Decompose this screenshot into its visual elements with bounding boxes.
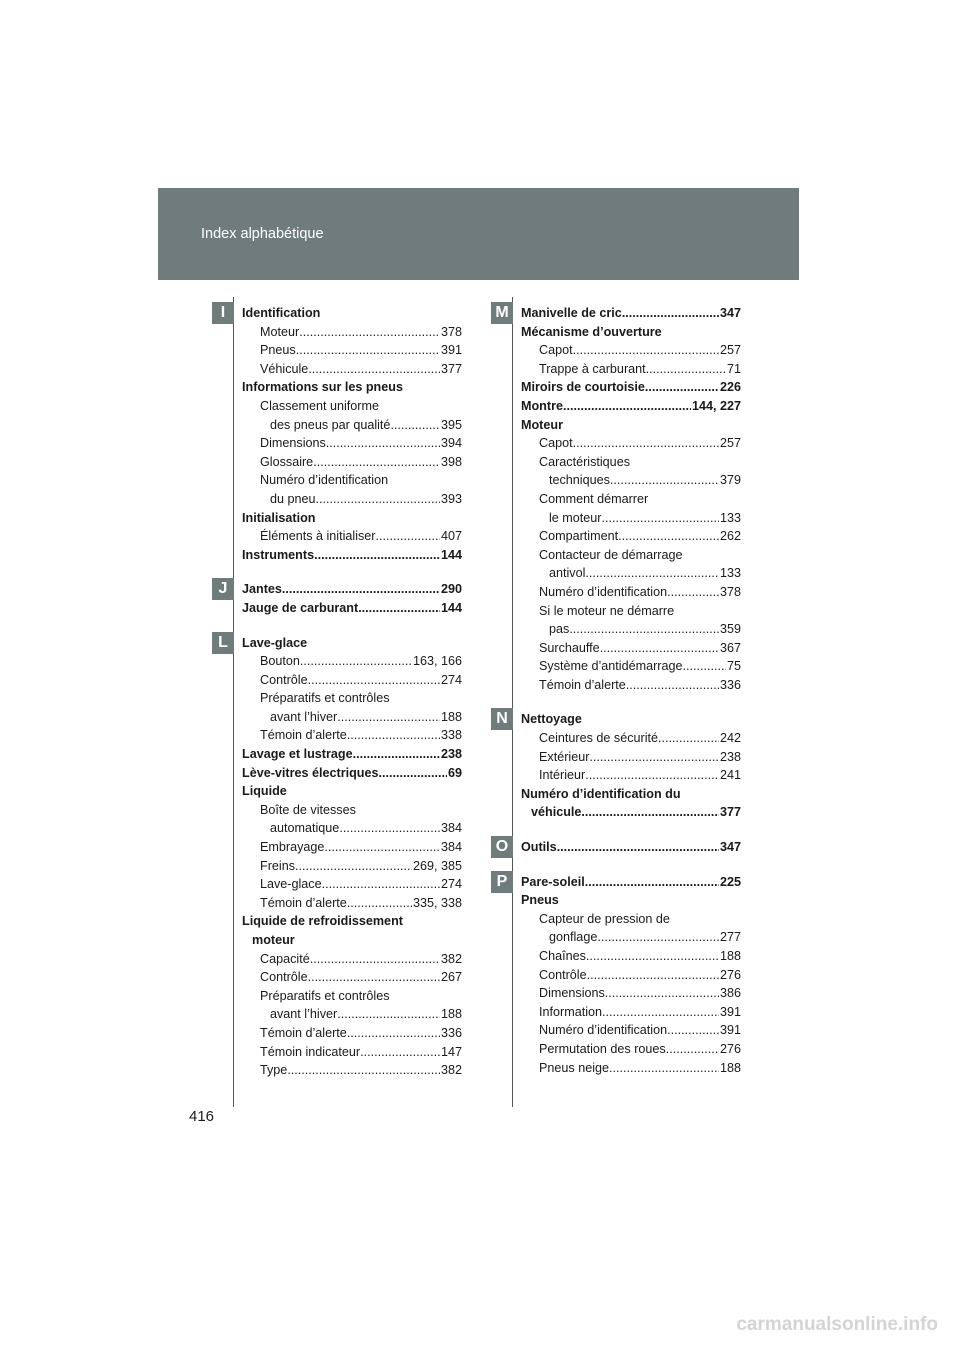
dot-leader bbox=[573, 341, 719, 360]
entry-text: Montre bbox=[521, 398, 563, 413]
entry-page: 359 bbox=[719, 622, 741, 637]
entry-page: 267 bbox=[440, 970, 462, 985]
entry-text: Témoin d’alerte bbox=[260, 728, 347, 743]
entry-text: Capot bbox=[539, 343, 573, 358]
index-entry bbox=[242, 599, 462, 618]
entry-page: 382 bbox=[440, 1063, 462, 1078]
entry-page: 336 bbox=[440, 1025, 462, 1040]
dot-leader bbox=[316, 490, 440, 509]
index-entry bbox=[242, 360, 462, 379]
entry-text: Jantes bbox=[242, 582, 282, 597]
dot-leader bbox=[569, 620, 719, 639]
dot-leader bbox=[557, 838, 719, 857]
entry-page: 242 bbox=[719, 731, 741, 746]
entry-text: des pneus par qualité bbox=[270, 417, 391, 432]
entry-page: 188 bbox=[719, 1060, 741, 1075]
dot-leader bbox=[610, 471, 719, 490]
dot-leader bbox=[326, 434, 440, 453]
entry-text: Ceintures de sécurité bbox=[539, 731, 659, 746]
index-entry bbox=[521, 304, 741, 323]
index-entry bbox=[242, 857, 462, 876]
entry-page: 269, 385 bbox=[412, 858, 462, 873]
index-entry bbox=[242, 434, 462, 453]
index-entry bbox=[521, 873, 741, 892]
dot-leader bbox=[622, 304, 719, 323]
section-letter-j: J bbox=[212, 578, 234, 600]
dot-leader bbox=[358, 599, 440, 618]
entry-text: Capacité bbox=[260, 951, 310, 966]
entry-text: Pneus neige bbox=[539, 1060, 610, 1075]
entry-page: 379 bbox=[719, 473, 741, 488]
entry-page: 75 bbox=[726, 659, 741, 674]
index-entry bbox=[521, 341, 741, 360]
dot-leader bbox=[347, 726, 440, 745]
entry-page: 238 bbox=[440, 747, 462, 762]
dot-leader bbox=[314, 546, 440, 565]
index-entry bbox=[242, 726, 462, 745]
index-entry bbox=[521, 360, 741, 379]
entry-text: Instruments bbox=[242, 547, 315, 562]
index-entry bbox=[521, 657, 741, 676]
dot-leader bbox=[585, 564, 719, 583]
entry-text: Type bbox=[260, 1063, 288, 1078]
entry-text: antivol bbox=[549, 566, 586, 581]
entry-page: 257 bbox=[719, 343, 741, 358]
entry-page: 347 bbox=[719, 306, 741, 320]
section-gap bbox=[521, 694, 741, 710]
dot-leader bbox=[600, 639, 719, 658]
entry-page: 391 bbox=[440, 343, 462, 358]
dot-leader bbox=[310, 950, 440, 969]
entry-page: 277 bbox=[719, 930, 741, 945]
index-entry bbox=[242, 1005, 462, 1024]
index-entry bbox=[521, 509, 741, 528]
index-entry bbox=[242, 341, 462, 360]
index-entry bbox=[242, 652, 462, 671]
index-entry bbox=[521, 583, 741, 602]
entry-text: Témoin d’alerte bbox=[539, 677, 626, 692]
entry-page: 225 bbox=[719, 874, 741, 889]
entry-text: Témoin d’alerte bbox=[260, 895, 347, 910]
section-gap bbox=[242, 618, 462, 634]
index-entry bbox=[521, 928, 741, 947]
index-entry bbox=[521, 639, 741, 658]
dot-leader bbox=[322, 875, 440, 894]
dot-leader bbox=[296, 341, 440, 360]
index-entry: Préparatifs et contrôles bbox=[260, 691, 390, 706]
index-entry bbox=[242, 745, 462, 764]
entry-text: Surchauffe bbox=[539, 640, 600, 655]
index-entry bbox=[242, 968, 462, 987]
index-entry bbox=[242, 838, 462, 857]
entry-text: Témoin d’alerte bbox=[260, 1025, 347, 1040]
entry-page: 241 bbox=[719, 768, 741, 783]
entry-page: 257 bbox=[719, 436, 741, 451]
dot-leader bbox=[618, 527, 719, 546]
dot-leader bbox=[295, 857, 412, 876]
entry-page: 238 bbox=[719, 749, 741, 764]
header-title: Index alphabétique bbox=[201, 226, 324, 242]
dot-leader bbox=[563, 397, 691, 416]
entry-text: Trappe à carburant bbox=[539, 361, 646, 376]
entry-page: 391 bbox=[719, 1004, 741, 1019]
entry-text: avant l’hiver bbox=[270, 709, 338, 724]
index-entry: moteur bbox=[252, 933, 295, 947]
index-entry bbox=[521, 620, 741, 639]
entry-text: Numéro d’identification bbox=[539, 1023, 668, 1038]
dot-leader bbox=[360, 1043, 440, 1062]
entry-text: Moteur bbox=[260, 324, 300, 339]
section-gap bbox=[521, 857, 741, 873]
entry-page: 188 bbox=[719, 949, 741, 963]
index-entry: Contacteur de démarrage bbox=[539, 547, 683, 562]
entry-text: Contrôle bbox=[539, 967, 587, 982]
entry-text: Pare-soleil bbox=[521, 874, 585, 889]
dot-leader bbox=[282, 580, 440, 599]
index-entry bbox=[242, 819, 462, 838]
entry-text: Freins bbox=[260, 858, 295, 873]
entry-page: 274 bbox=[440, 672, 462, 687]
index-entry bbox=[521, 766, 741, 785]
index-entry: Si le moteur ne démarre bbox=[539, 603, 675, 618]
index-entry bbox=[521, 838, 741, 857]
index-entry: Mécanisme d’ouverture bbox=[521, 324, 662, 339]
index-entry bbox=[521, 984, 741, 1003]
entry-text: Numéro d’identification bbox=[539, 584, 668, 599]
entry-text: Information bbox=[539, 1004, 602, 1019]
entry-text: Compartiment bbox=[539, 529, 619, 544]
index-entry bbox=[242, 416, 462, 435]
entry-page: 367 bbox=[719, 640, 741, 655]
dot-leader bbox=[658, 729, 719, 748]
entry-text: Bouton bbox=[260, 654, 300, 669]
dot-leader bbox=[646, 360, 726, 379]
page-number: 416 bbox=[189, 1108, 215, 1125]
index-entry: Pneus bbox=[521, 893, 559, 908]
entry-page: 274 bbox=[440, 877, 462, 892]
entry-page: 394 bbox=[440, 436, 462, 451]
entry-text: Capot bbox=[539, 436, 573, 451]
dot-leader bbox=[585, 766, 719, 785]
entry-text: Lavage et lustrage bbox=[242, 747, 353, 762]
entry-page: 395 bbox=[440, 417, 462, 432]
entry-text: pas bbox=[549, 622, 570, 637]
entry-page: 226 bbox=[719, 380, 741, 395]
entry-text: Lave-glace bbox=[260, 877, 322, 892]
entry-text: du pneu bbox=[270, 491, 316, 506]
entry-text: avant l’hiver bbox=[270, 1007, 338, 1022]
index-entry bbox=[242, 546, 462, 565]
index-entry bbox=[242, 671, 462, 690]
index-entry: Initialisation bbox=[242, 510, 316, 525]
page-header bbox=[158, 188, 799, 280]
entry-text: Chaînes bbox=[539, 949, 586, 963]
index-entry bbox=[242, 1043, 462, 1062]
entry-text: techniques bbox=[549, 473, 610, 488]
dot-leader bbox=[626, 676, 719, 695]
index-entry bbox=[521, 564, 741, 583]
index-entry bbox=[242, 490, 462, 509]
entry-page: 384 bbox=[440, 840, 462, 855]
entry-text: véhicule bbox=[531, 805, 582, 820]
index-entry: Numéro d’identification bbox=[260, 473, 389, 488]
entry-page: 133 bbox=[719, 566, 741, 581]
section-letter-n: N bbox=[491, 708, 513, 730]
index-entry bbox=[521, 947, 741, 966]
entry-page: 276 bbox=[719, 967, 741, 982]
section-letter-p: P bbox=[491, 871, 513, 893]
index-entry bbox=[521, 527, 741, 546]
entry-text: Contrôle bbox=[260, 672, 308, 687]
index-entry bbox=[521, 803, 741, 822]
index-entry: Identification bbox=[242, 306, 321, 320]
index-entry bbox=[242, 580, 462, 599]
dot-leader bbox=[667, 583, 719, 602]
dot-leader bbox=[300, 652, 412, 671]
dot-leader bbox=[645, 378, 719, 397]
index-entry: Moteur bbox=[521, 417, 563, 432]
section-gap bbox=[242, 564, 462, 580]
dot-leader bbox=[379, 764, 447, 783]
index-entry: Liquide de refroidissement bbox=[242, 914, 403, 929]
entry-text: Véhicule bbox=[260, 361, 309, 376]
entry-page: 384 bbox=[440, 821, 462, 836]
index-column-right bbox=[495, 304, 741, 1077]
section-letter-m: M bbox=[491, 302, 513, 324]
index-entry bbox=[242, 323, 462, 342]
entry-text: le moteur bbox=[549, 510, 602, 525]
entry-page: 71 bbox=[726, 361, 741, 376]
index-entry bbox=[521, 471, 741, 490]
entry-page: 338 bbox=[440, 728, 462, 743]
index-entry bbox=[242, 708, 462, 727]
dot-leader bbox=[347, 1024, 440, 1043]
entry-page: 147 bbox=[440, 1044, 462, 1059]
right-column-divider bbox=[512, 297, 513, 1107]
entry-page: 386 bbox=[719, 986, 741, 1001]
entry-page: 335, 338 bbox=[412, 895, 462, 910]
index-entry: Informations sur les pneus bbox=[242, 380, 403, 395]
dot-leader bbox=[376, 527, 440, 546]
entry-page: 290 bbox=[440, 582, 462, 597]
entry-page: 391 bbox=[719, 1023, 741, 1038]
entry-page: 144 bbox=[440, 547, 462, 562]
index-entry bbox=[242, 1024, 462, 1043]
index-entry: Préparatifs et contrôles bbox=[260, 988, 390, 1003]
index-entry: Caractéristiques bbox=[539, 454, 630, 469]
dot-leader bbox=[683, 657, 726, 676]
index-entry: Liquide bbox=[242, 784, 287, 799]
entry-page: 188 bbox=[440, 709, 462, 724]
section-letter-i: I bbox=[212, 302, 234, 324]
dot-leader bbox=[313, 453, 440, 472]
entry-page: 378 bbox=[719, 584, 741, 599]
entry-page: 377 bbox=[440, 361, 462, 376]
index-entry bbox=[242, 875, 462, 894]
entry-page: 393 bbox=[440, 491, 462, 506]
dot-leader bbox=[587, 966, 719, 985]
index-entry bbox=[521, 676, 741, 695]
entry-page: 188 bbox=[440, 1007, 462, 1022]
index-entry: Lave-glace bbox=[242, 635, 308, 650]
index-entry: Comment démarrer bbox=[539, 491, 649, 506]
index-entry bbox=[521, 1021, 741, 1040]
dot-leader bbox=[339, 819, 440, 838]
dot-leader bbox=[308, 968, 440, 987]
entry-page: 69 bbox=[447, 765, 462, 780]
entry-text: Permutation des roues bbox=[539, 1041, 666, 1056]
dot-leader bbox=[308, 360, 440, 379]
dot-leader bbox=[597, 928, 719, 947]
index-entry bbox=[242, 894, 462, 913]
entry-page: 398 bbox=[440, 454, 462, 469]
index-column-left bbox=[218, 304, 462, 1080]
entry-text: Éléments à initialiser bbox=[260, 529, 376, 544]
index-entry bbox=[242, 527, 462, 546]
index-entry bbox=[242, 950, 462, 969]
index-entry bbox=[521, 397, 741, 416]
dot-leader bbox=[605, 984, 719, 1003]
watermark: carmanualsonline.info bbox=[736, 1314, 938, 1335]
dot-leader bbox=[337, 708, 440, 727]
index-entry: Numéro d’identification du bbox=[521, 786, 681, 801]
entry-text: Jauge de carburant bbox=[242, 600, 359, 615]
dot-leader bbox=[609, 1059, 719, 1078]
index-entry: Nettoyage bbox=[521, 712, 582, 727]
entry-text: Contrôle bbox=[260, 970, 308, 985]
entry-page: 377 bbox=[719, 805, 741, 820]
index-entry bbox=[521, 748, 741, 767]
index-entry bbox=[521, 434, 741, 453]
index-entry bbox=[521, 1040, 741, 1059]
entry-text: gonflage bbox=[549, 930, 598, 945]
index-entry: Boîte de vitesses bbox=[260, 802, 356, 817]
entry-page: 133 bbox=[719, 510, 741, 525]
entry-page: 163, 166 bbox=[412, 654, 462, 669]
dot-leader bbox=[667, 1021, 719, 1040]
entry-text: Outils bbox=[521, 840, 557, 855]
entry-page: 144 bbox=[440, 600, 462, 615]
left-column-divider bbox=[233, 297, 234, 1107]
entry-text: automatique bbox=[270, 821, 340, 836]
dot-leader bbox=[586, 947, 719, 966]
entry-text: Miroirs de courtoisie bbox=[521, 380, 645, 395]
entry-page: 378 bbox=[440, 324, 462, 339]
entry-text: Système d’antidémarrage bbox=[539, 659, 683, 674]
entry-text: Glossaire bbox=[260, 454, 314, 469]
dot-leader bbox=[589, 748, 719, 767]
entry-page: 262 bbox=[719, 529, 741, 544]
entry-page: 276 bbox=[719, 1041, 741, 1056]
entry-page: 144, 227 bbox=[691, 398, 741, 413]
entry-text: Embrayage bbox=[260, 840, 325, 855]
dot-leader bbox=[585, 873, 719, 892]
index-entry bbox=[242, 1061, 462, 1080]
entry-page: 407 bbox=[440, 529, 462, 544]
index-entry bbox=[521, 966, 741, 985]
dot-leader bbox=[602, 509, 719, 528]
entry-page: 382 bbox=[440, 951, 462, 966]
dot-leader bbox=[573, 434, 719, 453]
section-letter-o: O bbox=[491, 836, 513, 858]
index-entry: Capteur de pression de bbox=[539, 911, 670, 926]
entry-text: Intérieur bbox=[539, 768, 586, 783]
entry-text: Dimensions bbox=[539, 986, 605, 1001]
dot-leader bbox=[347, 894, 412, 913]
dot-leader bbox=[602, 1003, 719, 1022]
dot-leader bbox=[308, 671, 440, 690]
index-entry bbox=[521, 729, 741, 748]
entry-page: 347 bbox=[719, 840, 741, 855]
entry-text: Pneus bbox=[260, 343, 296, 358]
index-entry bbox=[242, 453, 462, 472]
dot-leader bbox=[337, 1005, 440, 1024]
section-letter-l: L bbox=[212, 632, 234, 654]
entry-text: Extérieur bbox=[539, 749, 590, 764]
index-entry bbox=[521, 378, 741, 397]
entry-page: 336 bbox=[719, 677, 741, 692]
dot-leader bbox=[666, 1040, 719, 1059]
index-entry bbox=[521, 1059, 741, 1078]
index-entry bbox=[521, 1003, 741, 1022]
section-gap bbox=[521, 822, 741, 838]
entry-text: Dimensions bbox=[260, 436, 326, 451]
dot-leader bbox=[581, 803, 719, 822]
entry-text: Lève-vitres électriques bbox=[242, 765, 379, 780]
dot-leader bbox=[353, 745, 440, 764]
dot-leader bbox=[299, 323, 440, 342]
index-entry bbox=[242, 764, 462, 783]
dot-leader bbox=[324, 838, 440, 857]
index-entry: Classement uniforme bbox=[260, 398, 379, 413]
entry-text: Manivelle de cric bbox=[521, 306, 622, 320]
dot-leader bbox=[390, 416, 440, 435]
dot-leader bbox=[287, 1061, 440, 1080]
entry-text: Témoin indicateur bbox=[260, 1044, 361, 1059]
